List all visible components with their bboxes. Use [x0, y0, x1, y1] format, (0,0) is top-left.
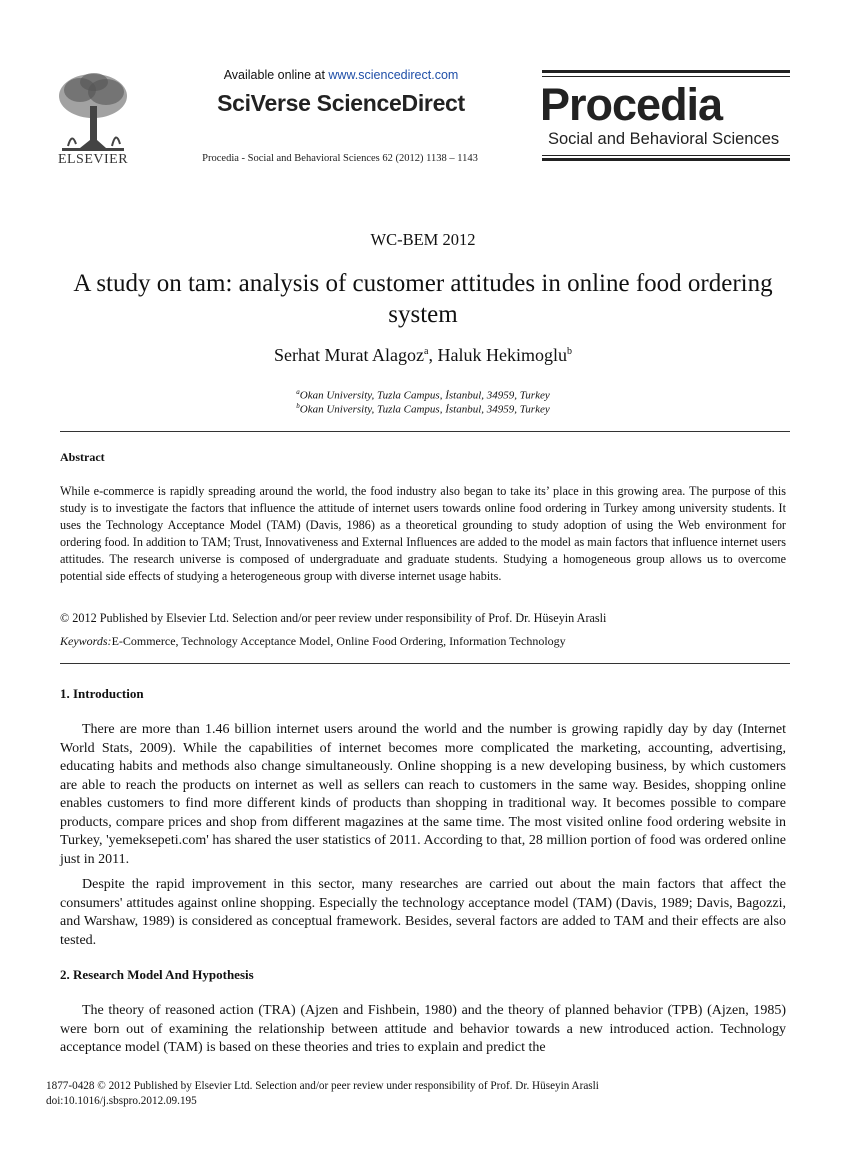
author-separator: , — [428, 345, 438, 365]
divider — [60, 431, 790, 432]
available-online — [176, 68, 506, 82]
research-model-paragraph-1: The theory of reasoned action (TRA) (Ajzen and Fishbein, 1980) and the theory of planned behavior (TPB) (Ajzen, 1985) were born out of examining the relationship between attitude and behavior towards a new introduced action. Technology acceptance model (TAM) is based on these theories and tries to explain and predict the — [60, 1003, 786, 1055]
author-name: Haluk Hekimoglu — [437, 345, 567, 365]
keywords-list: E-Commerce, Technology Acceptance Model, Online Food Ordering, Information Technology — [111, 634, 566, 648]
elsevier-wordmark: ELSEVIER — [57, 152, 129, 167]
keywords — [60, 634, 566, 649]
divider — [60, 663, 790, 664]
brand-rule — [542, 158, 790, 161]
sciencedirect-link[interactable]: www.sciencedirect.com — [328, 68, 459, 82]
brand-rule — [542, 76, 790, 77]
procedia-subtitle: Social and Behavioral Sciences — [548, 130, 780, 148]
brand-rule — [542, 155, 790, 156]
keywords-label: Keywords: — [60, 634, 112, 648]
author-affiliation-mark: b — [566, 346, 572, 357]
section-heading-research-model: 2. Research Model And Hypothesis — [60, 967, 254, 982]
introduction-paragraph-2: Despite the rapid improvement in this sector, many researches are carried out about the main factors that affect the consumers' attitudes against online shopping. Especially the technology acceptance model (TAM) (Davis, 1989; Davis, Bagozzi, and Warshaw, 1989) is considered as conceptual framework. Besides, several factors are added to TAM and their effects are also tested. — [60, 877, 786, 948]
affiliation-a — [0, 388, 846, 402]
affiliation-b — [0, 402, 846, 416]
affiliation-mark: a — [296, 388, 300, 396]
sciverse-logo: SciVerse ScienceDirect — [217, 90, 465, 116]
footer-doi: doi:10.1016/j.sbspro.2012.09.195 — [46, 1095, 197, 1107]
affiliation-text: Okan University, Tuzla Campus, İstanbul, 34959, Turkey — [299, 389, 550, 402]
procedia-logo: Procedia — [540, 79, 723, 130]
abstract-text: While e-commerce is rapidly spreading around the world, the food industry also began to take its’ place in this growing area. The purpose of this study is to investigate the factors that influence the attitude of internet users towards online food ordering in Turkey among university students. It uses the Technology Acceptance Model (TAM) (Davis, 1986) as a theoretical grounding to study adoption of using the Web environment for ordering food. In addition to TAM; Trust, Innovativeness and External Influences are added to the model as main factors that influence internet users attitudes. The research universe is composed of undergraduate and graduate students. Studying a homogeneous group allows us to overcome potential side effects of studying a heterogeneous group with diverse internet usage habits. — [60, 484, 786, 583]
introduction-paragraph-1: There are more than 1.46 billion internet users around the world and the number is growing rapidly day by day (Internet World Stats, 2009). While the capabilities of internet becomes more complicated the marketing, accounting, advertising, educating habits and methods also change simultaneously. Online shopping is a new developing business, by which customers are able to reach the products on internet as well as sellers can reach to customers in the same way. Besides, shopping online enables customers to find more different kinds of products than shopping in traditional way. It becomes possible to compare products, compare prices and shop from different magazines at the same time. The most visited online food ordering website in Turkey, 'yemeksepeti.com' has shared the user statistics of 2011. According to that, 28 million portion of food was ordered online just in 2011. — [60, 722, 786, 867]
author-list — [0, 345, 846, 366]
author-name: Serhat Murat Alagoz — [274, 345, 425, 365]
abstract-heading: Abstract — [60, 450, 105, 464]
article-title: A study on tam: analysis of customer attitudes in online food ordering system — [73, 270, 773, 328]
affiliation-mark: b — [296, 402, 300, 410]
conference-name: WC-BEM 2012 — [370, 230, 476, 249]
brand-rule — [542, 70, 790, 73]
page-footer — [46, 1079, 599, 1109]
affiliation-text: Okan University, Tuzla Campus, İstanbul, 34959, Turkey — [299, 403, 550, 416]
available-online-label: Available online at — [223, 68, 329, 82]
journal-citation: Procedia - Social and Behavioral Sciences 62 (2012) 1138 – 1143 — [202, 153, 478, 164]
section-heading-introduction: 1. Introduction — [60, 686, 144, 701]
copyright-notice: © 2012 Published by Elsevier Ltd. Selection and/or peer review under responsibility of Prof. Dr. Hüseyin Arasli — [60, 611, 607, 625]
author-affiliation-mark: a — [424, 346, 429, 357]
footer-copyright: 1877-0428 © 2012 Published by Elsevier Ltd. Selection and/or peer review under responsibility of Prof. Dr. Hüseyin Arasli — [46, 1080, 599, 1092]
